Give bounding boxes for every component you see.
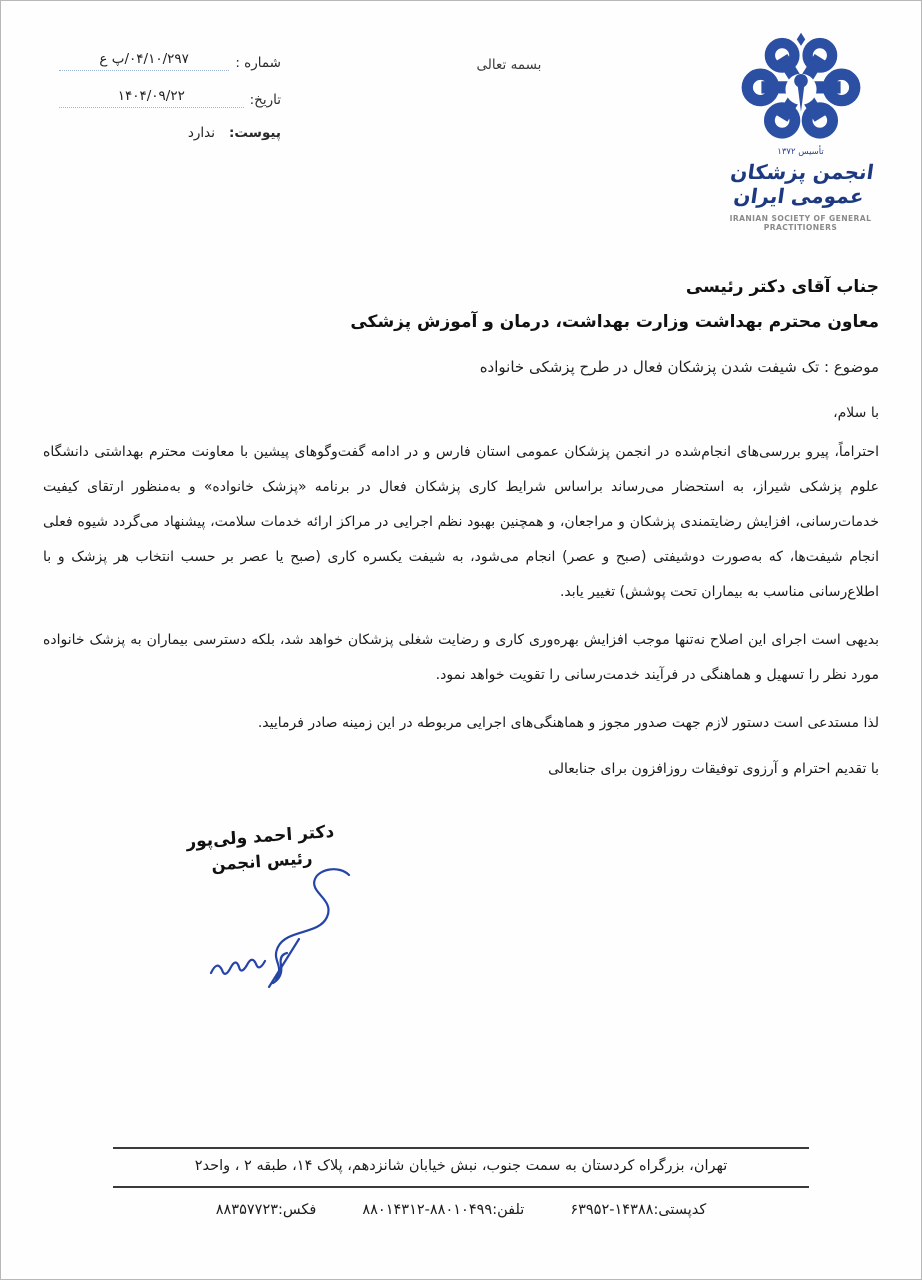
signature-scribble-icon [173,867,368,992]
signatory-title: رئیس انجمن [210,848,313,875]
recipient-name: جناب آقای دکتر رئیسی [685,277,879,297]
footer-fax [216,1202,317,1218]
org-established-text: تأسیس ۱۳۷۲ [777,147,824,157]
footer-postal [570,1202,706,1218]
letter-number-label: شماره : [235,55,281,71]
org-name-en: IRANIAN SOCIETY OF GENERAL PRACTITIONERS [729,214,872,232]
body-paragraph-3: لذا مستدعی است دستور لازم جهت صدور مجوز و هماهنگی‌های اجرایی مربوطه در این زمینه صادر فرمایید. [257,715,879,731]
letter-date-row [59,88,281,108]
letter-number-value: ۰۴/۱۰/۲۹۷/پ ع [59,51,229,71]
subject-line: موضوع : تک شیفت شدن پزشکان فعال در طرح پزشکی خانواده [479,358,879,376]
closing-line: با تقدیم احترام و آرزوی توفیقات روزافزون برای جنابعالی [548,761,879,777]
body-paragraph-1: احتراماً، پیرو بررسی‌های انجام‌شده در انجمن پزشکان عمومی استان فارس و در ادامه گفت‌وگوهای پیشین با معاونت محترم بهداشتی دانشگاه علوم پزشکی شیراز، به استحضار می‌رساند براساس شرایط کاری پزشکان فعال در برنامه «پزشک خانواده» و به‌منظور ارتقای کیفیت خدمات‌رسانی، افزایش رضایتمندی پزشکان و مراجعان، و همچنین بهبود نظم اجرایی در مراکز ارائه خدمات سلامت، پیشنهاد می‌گردد شیوه فعلی انجام شیفت‌ها، که به‌صورت دوشیفتی (صبح و عصر) انجام می‌شود، به شیفت یکسره کاری (صبح یا عصر بر حسب انتخاب هر پزشک و با اطلاع‌رسانی مناسب به بیماران تحت پوشش) تغییر یابد. [43,444,879,600]
besmele-text: بسمه تعالی [476,57,542,73]
letter-date-value: ۱۴۰۴/۰۹/۲۲ [59,88,244,108]
letter-attachment-label: پیوست: [228,125,281,141]
body-paragraph-2: بدیهی است اجرای این اصلاح نه‌تنها موجب افزایش بهره‌وری کاری و رضایت شغلی پزشکان خواهد شد، بلکه دسترسی بیماران به پزشک خانواده مورد نظر را تسهیل و هماهنگی در فرآیند خدمت‌رسانی را تقویت خواهد نمود. [43,632,879,683]
footer-phone [362,1202,524,1218]
recipient-title: معاون محترم بهداشت وزارت بهداشت، درمان و آموزش پزشکی [350,312,879,332]
letter-body [43,277,879,777]
letter-attachment-value: ندارد [187,125,215,141]
footer-address: تهران، بزرگراه کردستان به سمت جنوب، نبش خیابان شانزدهم، پلاک ۱۴، طبقه ۲ ، واحد۲ [194,1158,728,1174]
org-logo [698,27,903,232]
letter-attachment-row [59,125,281,141]
letter-footer [113,1147,809,1218]
letter-meta [59,51,281,158]
org-name-fa: انجمن پزشکان عمومی ایران [729,160,876,208]
footer-fax-value: ۸۸۳۵۷۷۲۳ [215,1202,279,1218]
footer-postal-label: کدپستی: [653,1202,707,1218]
signatory-name: دکتر احمد ولی‌پور [185,821,335,853]
footer-postal-value: ۱۴۳۸۸-۶۳۹۵۲ [570,1202,654,1218]
footer-divider-bottom [113,1186,809,1188]
letter-date-label: تاریخ: [249,92,281,108]
footer-contacts [113,1202,809,1218]
footer-fax-label: فکس: [278,1202,317,1218]
footer-phone-value: ۸۸۰۱۰۴۹۹-۸۸۰۱۴۳۱۲ [362,1202,493,1218]
signature-block [146,819,377,879]
letter-number-row [59,51,281,71]
salutation-line: با سلام، [833,405,879,421]
footer-phone-label: تلفن: [492,1202,525,1218]
org-emblem-icon [735,27,867,145]
